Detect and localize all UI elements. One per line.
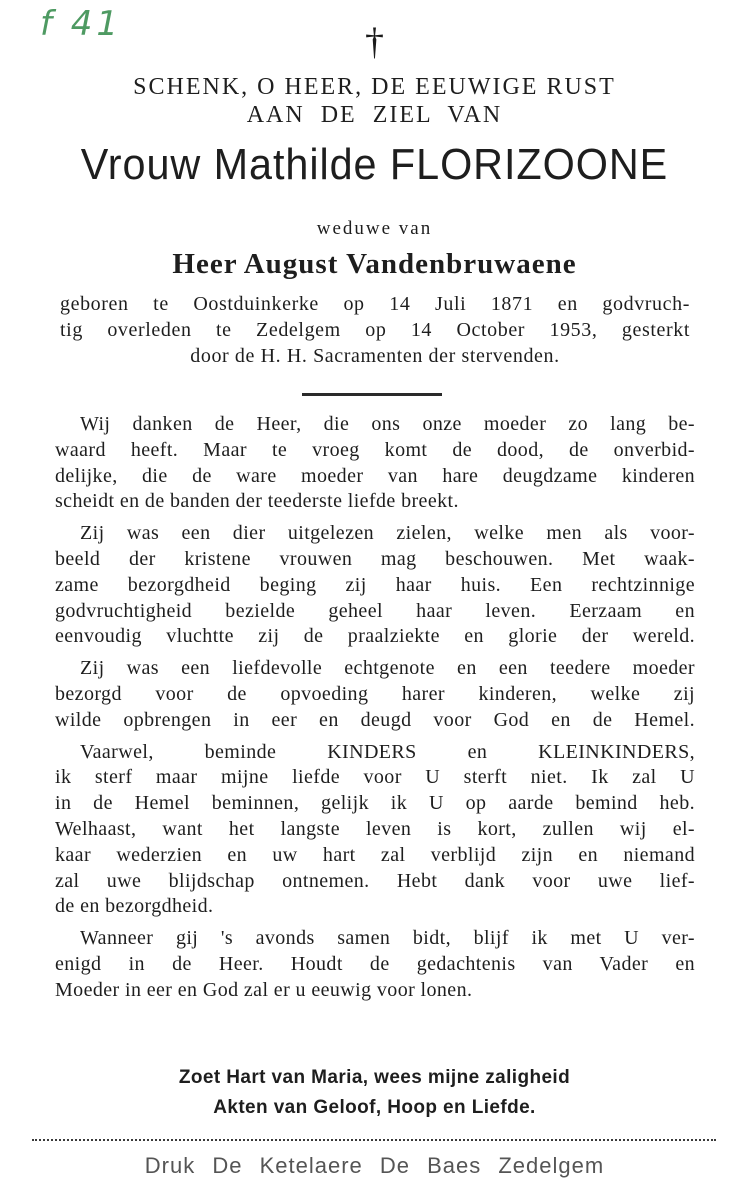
text-line: in de Hemel beminnen, gelijk ik U op aarde bemind heb. — [55, 792, 695, 815]
text-line: Wanneer gij 's avonds samen bidt, blijf ik met U ver- — [80, 927, 695, 950]
printer-imprint: Druk De Ketelaere De Baes Zedelgem — [144, 1153, 605, 1178]
prayer-heading-line2: AAN DE ZIEL VAN — [246, 102, 503, 128]
text-line: enigd in de Heer. Houdt de gedachtenis van Vader en — [55, 952, 695, 975]
birth-line: tig overleden te Zedelgem op 14 October 1953, gesterkt — [60, 319, 690, 341]
husband-name: Heer August Vandenbruwaene — [172, 248, 577, 280]
deceased-name: Vrouw Mathilde FLORIZOONE — [80, 140, 669, 189]
text-line: zame bezorgdheid beging zij haar huis. Een rechtzinnige — [55, 573, 695, 596]
text-line: Welhaast, want het langste leven is kort, zullen wij el- — [55, 817, 695, 840]
text-line: waard heeft. Maar te vroeg komt de dood, de onverbid- — [55, 438, 695, 461]
text-line: scheidt en de banden der teederste liefde breekt. — [55, 490, 459, 513]
cross-icon: † — [365, 21, 384, 63]
birth-line: door de H. H. Sacramenten der stervenden. — [190, 345, 560, 367]
closing-prayer: Akten van Geloof, Hoop en Liefde. — [213, 1097, 536, 1118]
birth-death-details — [60, 291, 690, 369]
text-line: delijke, die de ware moeder van hare deugdzame kinderen — [55, 464, 695, 487]
widow-of-label: weduwe van — [316, 218, 433, 239]
text-line: zal uwe blijdschap ontnemen. Hebt dank voor uwe lief- — [55, 869, 695, 892]
text-line: wilde opbrengen in eer en deugd voor God en de Hemel. — [55, 708, 695, 731]
text-line: Wij danken de Heer, die ons onze moeder zo lang be- — [80, 413, 695, 435]
eulogy-text — [55, 412, 695, 1004]
text-line: Zij was een dier uitgelezen zielen, welke men als voor- — [80, 522, 695, 545]
text-line: Moeder in eer en God zal er u eeuwig voor lonen. — [55, 978, 473, 1001]
text-line: de en bezorgdheid. — [55, 895, 214, 918]
text-line: godvruchtigheid bezielde geheel haar leven. Eerzaam en — [55, 599, 695, 622]
text-line: eenvoudig vluchtte zij de praalziekte en glorie der wereld. — [55, 625, 695, 648]
birth-line: geboren te Oostduinkerke op 14 Juli 1871 en godvruch- — [60, 293, 690, 315]
closing-prayer: Zoet Hart van Maria, wees mijne zaligheid — [178, 1067, 571, 1088]
text-line: kaar wederzien en uw hart zal verblijd zijn en niemand — [55, 843, 695, 866]
divider — [302, 393, 442, 396]
text-line: beeld der kristene vrouwen mag beschouwen. Met waak- — [55, 547, 695, 570]
text-line: Zij was een liefdevolle echtgenote en een teedere moeder — [80, 657, 695, 680]
text-line: ik sterf maar mijne liefde voor U sterft niet. Ik zal U — [55, 766, 695, 789]
text-line: Vaarwel, beminde KINDERS en KLEINKINDERS, — [80, 740, 695, 763]
text-line: bezorgd voor de opvoeding harer kinderen, welke zij — [55, 682, 695, 705]
handwritten-archive-note: f 41 — [40, 4, 123, 44]
prayer-heading-line1: SCHENK, O HEER, DE EEUWIGE RUST — [133, 74, 616, 100]
dotted-divider — [32, 1139, 716, 1141]
